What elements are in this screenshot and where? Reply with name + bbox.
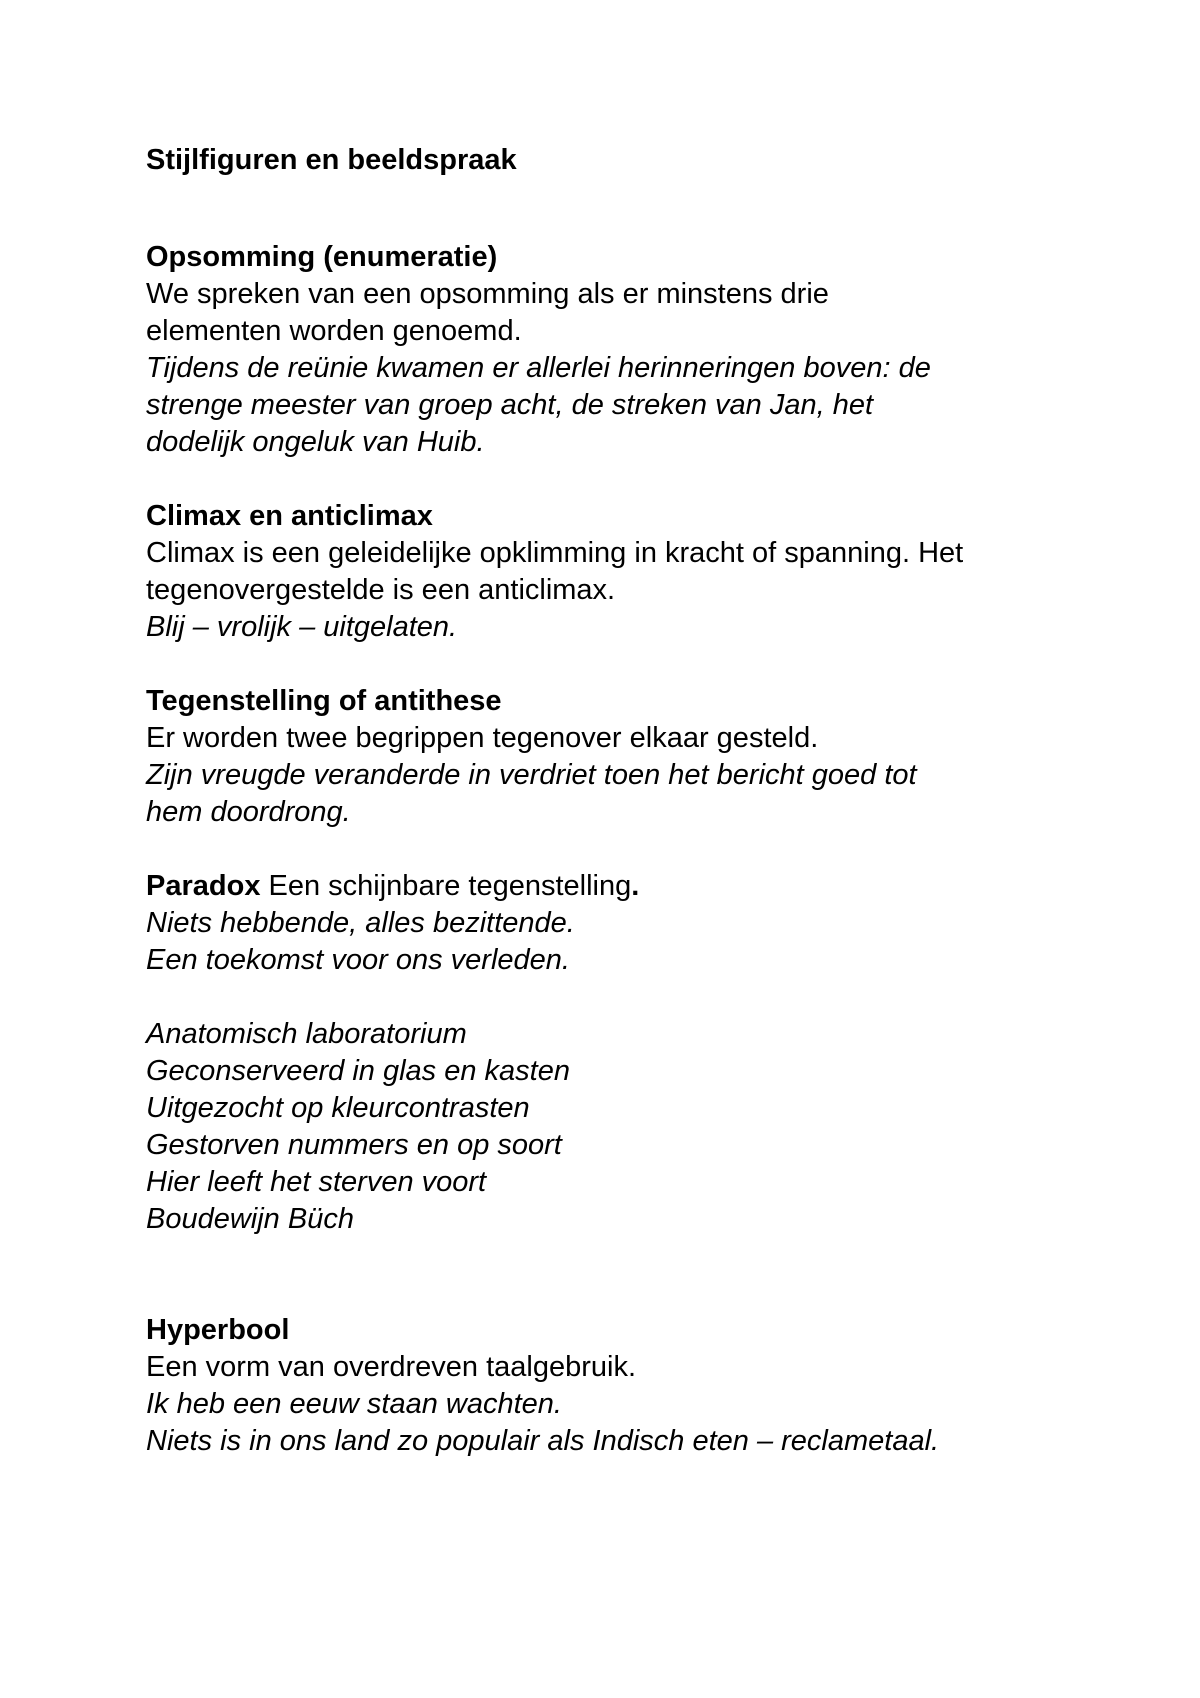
section-opsomming	[146, 239, 1076, 461]
document-page	[146, 142, 1076, 1497]
section-heading: Paradox	[146, 870, 261, 902]
example-line: Niets hebbende, alles bezittende.	[146, 907, 575, 939]
section-heading: Tegenstelling of antithese	[146, 685, 502, 717]
example-line: Blij – vrolijk – uitgelaten.	[146, 611, 458, 643]
poem-line: Hier leeft het sterven voort	[146, 1166, 487, 1198]
poem-line: Anatomisch laboratorium	[146, 1018, 467, 1050]
definition-line: Er worden twee begrippen tegenover elkaar gesteld.	[146, 722, 819, 754]
section-heading: Opsomming (enumeratie)	[146, 241, 498, 273]
document-title: Stijlfiguren en beeldspraak	[146, 144, 517, 176]
example-line: Een toekomst voor ons verleden.	[146, 944, 570, 976]
section-climax	[146, 498, 1076, 646]
example-line: Ik heb een eeuw staan wachten.	[146, 1388, 562, 1420]
poem-author: Boudewijn Büch	[146, 1203, 354, 1235]
section-paradox	[146, 868, 1076, 979]
definition-line: tegenovergestelde is een anticlimax.	[146, 574, 616, 606]
section-hyperbool	[146, 1312, 1076, 1460]
example-line: Tijdens de reünie kwamen er allerlei herinneringen boven: de	[146, 352, 931, 384]
poem-line: Uitgezocht op kleurcontrasten	[146, 1092, 530, 1124]
example-line: Zijn vreugde veranderde in verdriet toen het bericht goed tot	[146, 759, 917, 791]
section-tegenstelling	[146, 683, 1076, 831]
definition-line: Een vorm van overdreven taalgebruik.	[146, 1351, 637, 1383]
example-line: Niets is in ons land zo populair als Indisch eten – reclametaal.	[146, 1425, 940, 1457]
section-heading: Hyperbool	[146, 1314, 290, 1346]
definition-line: Climax is een geleidelijke opklimming in kracht of spanning. Het	[146, 537, 964, 569]
section-heading: Climax en anticlimax	[146, 500, 433, 532]
example-line: hem doordrong.	[146, 796, 351, 828]
example-line: dodelijk ongeluk van Huib.	[146, 426, 485, 458]
poem-line: Gestorven nummers en op soort	[146, 1129, 562, 1161]
definition-line: We spreken van een opsomming als er minstens drie	[146, 278, 829, 310]
poem-block	[146, 1016, 1076, 1238]
example-line: strenge meester van groep acht, de streken van Jan, het	[146, 389, 874, 421]
definition-period: .	[631, 870, 640, 902]
definition-line: elementen worden genoemd.	[146, 315, 522, 347]
poem-line: Geconserveerd in glas en kasten	[146, 1055, 570, 1087]
paradox-heading-line	[146, 868, 1076, 905]
definition-text: Een schijnbare tegenstelling	[260, 870, 632, 902]
